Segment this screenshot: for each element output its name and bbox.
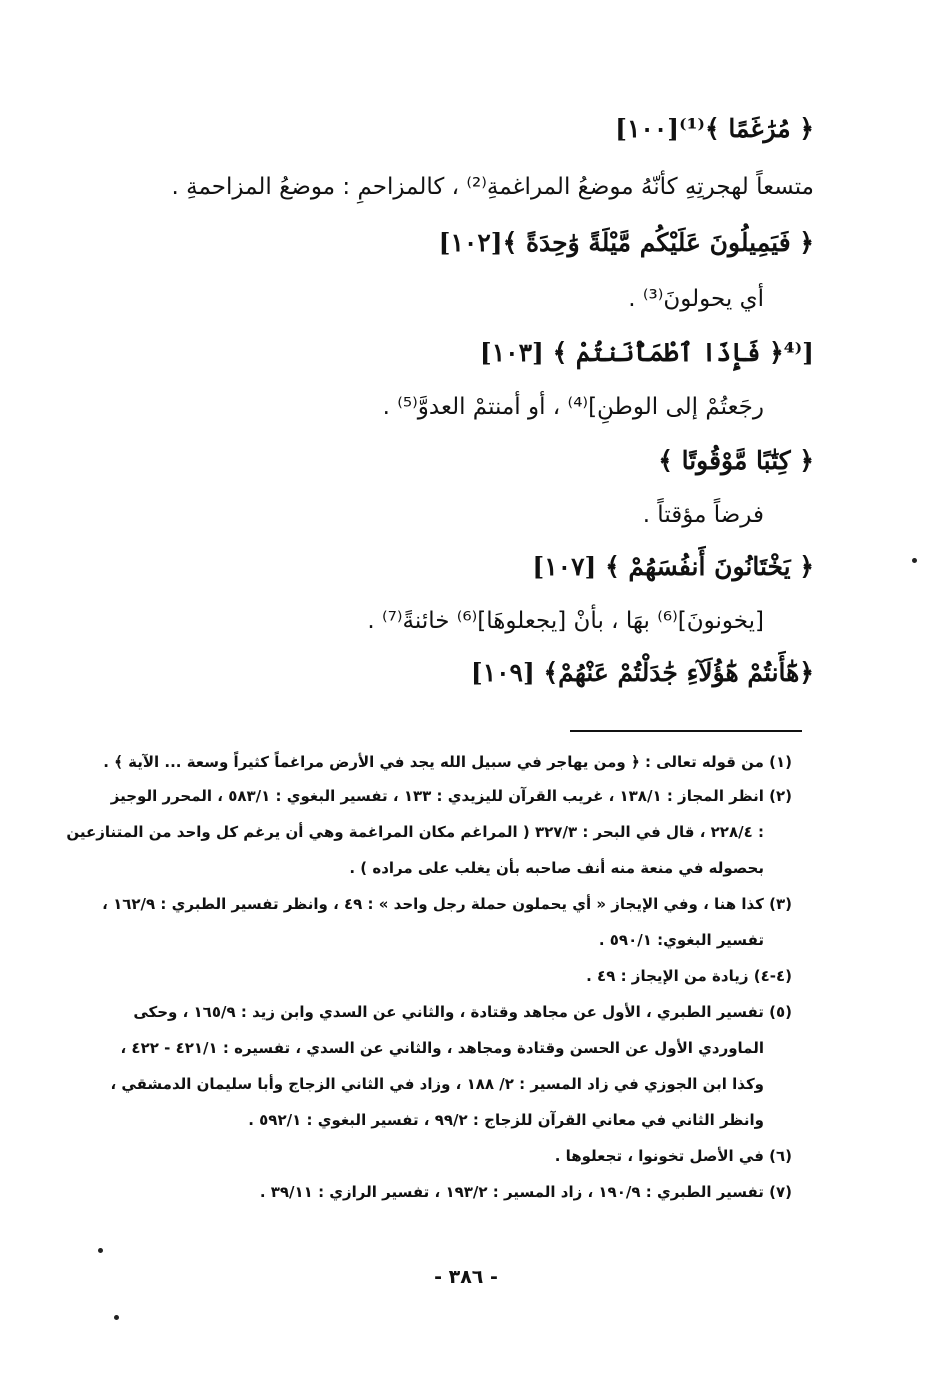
verse-line-kitaban-mawqutan: ﴿ كِتَٰبًا مَّوْقُوتًا ﴾	[658, 446, 814, 475]
commentary-line-1: متسعاً لهجرتِهِ كأنّهُ موضعُ المراغمةِ⁽²⁾ ، كالمزاحمِ : موضعُ المزاحمةِ .	[171, 174, 814, 200]
footnote-7: (٧) تفسير الطبري : ١٩٠/٩ ، زاد المسير : ١٩٣/٢ ، تفسير الرازي : ٣٩/١١ .	[259, 1183, 792, 1201]
footnote-2-continued: : ٢٢٨/٤ ، قال في البحر : ٣٢٧/٣ ( المراغم مكان المراغمة وهي أن يرغم كل واحد من المتنازعين	[66, 823, 764, 841]
commentary-line-3: رجَعتُمْ إلى الوطنِ]⁽⁴⁾ ، أو أمنتمْ العدوَّ⁽⁵⁾ .	[382, 394, 764, 420]
footnote-5: (٥) تفسير الطبري ، الأول عن مجاهد وقتادة ، والثاني عن السدي وابن زيد : ١٦٥/٩ ، وحكى	[133, 1003, 792, 1021]
footnote-4: (٤-٤) زيادة من الإيجاز : ٤٩ .	[586, 967, 792, 985]
commentary-line-5: [يخونونَ]⁽⁶⁾ بهَا ، بأنْ [يجعلوهَا]⁽⁶⁾ خائنةً⁽⁷⁾ .	[367, 608, 764, 634]
footnote-1: (١) من قوله تعالى : ﴿ ومن يهاجر في سبيل الله يجد في الأرض مراغماً كثيراً وسعة ... الآية ﴾ .	[103, 753, 792, 771]
scan-speck	[912, 558, 917, 563]
verse-line-ha-antum: ﴿هَٰٓأَنتُمْ هَٰٓؤُلَآءِ جَٰدَلْتُمْ عَنْهُمْ﴾ [١٠٩]	[470, 658, 814, 687]
footnote-3: (٣) كذا هنا ، وفي الإيجاز « أي يحملون حملة رجل واحد » : ٤٩ ، وانظر تفسير الطبري : ١٦٢/٩ ،	[102, 895, 792, 913]
verse-line-fayamiluna: ﴿ فَيَمِيلُونَ عَلَيْكُم مَّيْلَةً وَٰحِدَةً ﴾[١٠٢]	[438, 228, 814, 257]
footnote-2: (٢) انظر المجاز : ١٣٨/١ ، غريب القرآن لليزيدي : ١٣٣ ، تفسير البغوي : ٥٨٣/١ ، المحرر الوجيز	[110, 787, 792, 805]
page-number: - ٣٨٦ -	[434, 1266, 498, 1288]
verse-line-muraghaman: ﴿ مُرَٰغَمًا ﴾⁽¹⁾[١٠٠]	[615, 114, 814, 143]
scan-speck	[98, 1248, 103, 1253]
verse-line-faidha-itmanantum: [⁽⁴﴿ فَإِذَا ٱطْمَأْنَنتُمْ ﴾ [١٠٣]	[479, 338, 814, 367]
footnote-2-continued: بحصوله في منعة منه أنف صاحبه بأن يغلب على مراده ) .	[349, 859, 764, 877]
footnote-5-continued: وكذا ابن الجوزي في زاد المسير : ٢/ ١٨٨ ، وزاد في الثاني الزجاج وأبا سليمان الدمشقي ،	[110, 1075, 764, 1093]
commentary-line-2: أي يحولونَ⁽³⁾ .	[628, 286, 764, 312]
verse-line-yakhtanuna: ﴿ يَخْتَانُونَ أَنفُسَهُمْ ﴾ [١٠٧]	[532, 552, 814, 581]
footnote-5-continued: وانظر الثاني في معاني القرآن للزجاج : ٩٩/٢ ، تفسير البغوي : ٥٩٢/١ .	[248, 1111, 764, 1129]
footnote-6: (٦) في الأصل تخونوا ، تجعلوها .	[554, 1147, 792, 1165]
footnote-5-continued: الماوردي الأول عن الحسن وقتادة ومجاهد ، والثاني عن السدي ، تفسيره : ٤٢١/١ - ٤٢٢ ،	[120, 1039, 764, 1057]
scan-speck	[114, 1315, 119, 1320]
commentary-line-4: فرضاً مؤقتاً .	[642, 502, 764, 528]
footnote-3-continued: تفسير البغوي: ٥٩٠/١ .	[598, 931, 764, 949]
footnote-separator	[570, 730, 802, 732]
